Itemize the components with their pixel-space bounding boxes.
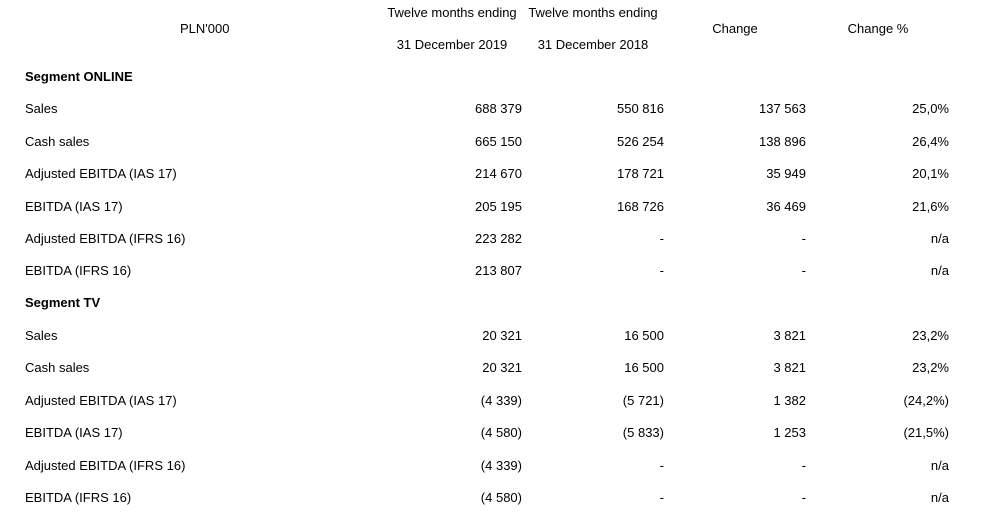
value-change-pct: 23,2% — [912, 360, 949, 375]
row-label: Adjusted EBITDA (IAS 17) — [25, 166, 177, 181]
value-2019: 20 321 — [482, 328, 522, 343]
value-change: 3 821 — [773, 360, 806, 375]
row-label: Adjusted EBITDA (IFRS 16) — [25, 458, 186, 473]
row-label: Sales — [25, 328, 58, 343]
value-change: 36 469 — [766, 199, 806, 214]
col-change-header: Change — [712, 21, 758, 36]
value-change-pct: 23,2% — [912, 328, 949, 343]
table-row — [0, 326, 1000, 346]
row-label: EBITDA (IAS 17) — [25, 199, 123, 214]
value-change-pct: n/a — [930, 458, 949, 473]
segment-title-row — [0, 67, 1000, 87]
row-label: EBITDA (IAS 17) — [25, 425, 123, 440]
col-change-pct-header: Change % — [847, 21, 909, 36]
value-2019: 214 670 — [475, 166, 522, 181]
value-2018: - — [659, 231, 664, 246]
value-2018: - — [659, 490, 664, 505]
value-change-pct: n/a — [930, 231, 949, 246]
row-label: EBITDA (IFRS 16) — [25, 263, 132, 278]
col-2018-header-line1: Twelve months ending — [528, 5, 658, 20]
row-label: Adjusted EBITDA (IFRS 16) — [25, 231, 186, 246]
value-2018: (5 721) — [622, 393, 664, 408]
value-change: 137 563 — [759, 101, 806, 116]
value-change-pct: 21,6% — [912, 199, 949, 214]
value-2018: 550 816 — [617, 101, 664, 116]
value-change: - — [801, 490, 806, 505]
value-change-pct: 26,4% — [912, 134, 949, 149]
value-2019: 20 321 — [482, 360, 522, 375]
value-change: 35 949 — [766, 166, 806, 181]
segment-title: Segment ONLINE — [25, 69, 133, 84]
value-2019: 213 807 — [475, 263, 522, 278]
value-change-pct: n/a — [930, 490, 949, 505]
value-change-pct: 25,0% — [912, 101, 949, 116]
table-row — [0, 391, 1000, 411]
row-label: Cash sales — [25, 360, 90, 375]
value-2019: 223 282 — [475, 231, 522, 246]
table-row — [0, 229, 1000, 249]
table-row — [0, 164, 1000, 184]
segment-title: Segment TV — [25, 295, 101, 310]
value-2018: - — [659, 458, 664, 473]
value-change: - — [801, 231, 806, 246]
row-label: Sales — [25, 101, 58, 116]
value-2019: 665 150 — [475, 134, 522, 149]
value-2018: 178 721 — [617, 166, 664, 181]
table-row — [0, 197, 1000, 217]
value-2018: (5 833) — [622, 425, 664, 440]
row-label: EBITDA (IFRS 16) — [25, 490, 132, 505]
value-2019: (4 580) — [480, 490, 522, 505]
value-2018: 168 726 — [617, 199, 664, 214]
row-label: Cash sales — [25, 134, 90, 149]
table-row — [0, 358, 1000, 378]
col-2019-header-line1: Twelve months ending — [387, 5, 517, 20]
value-2019: 205 195 — [475, 199, 522, 214]
table-row — [0, 488, 1000, 508]
value-change: 138 896 — [759, 134, 806, 149]
value-change: - — [801, 263, 806, 278]
value-2019: (4 339) — [480, 393, 522, 408]
table-row — [0, 456, 1000, 476]
value-2019: 688 379 — [475, 101, 522, 116]
value-change: 3 821 — [773, 328, 806, 343]
value-change-pct: 20,1% — [912, 166, 949, 181]
value-2018: - — [659, 263, 664, 278]
value-change-pct: (21,5%) — [903, 425, 949, 440]
value-change: 1 382 — [773, 393, 806, 408]
value-2018: 16 500 — [624, 328, 664, 343]
segment-title-row — [0, 293, 1000, 313]
value-2019: (4 580) — [480, 425, 522, 440]
table-row — [0, 261, 1000, 281]
value-change-pct: n/a — [930, 263, 949, 278]
value-change: 1 253 — [773, 425, 806, 440]
col-2019-header-line2: 31 December 2019 — [396, 37, 508, 52]
table-row — [0, 423, 1000, 443]
table-row — [0, 99, 1000, 119]
value-2019: (4 339) — [480, 458, 522, 473]
row-label: Adjusted EBITDA (IAS 17) — [25, 393, 177, 408]
table-row — [0, 132, 1000, 152]
col-2018-header-line2: 31 December 2018 — [537, 37, 649, 52]
value-change: - — [801, 458, 806, 473]
value-2018: 526 254 — [617, 134, 664, 149]
unit-header: PLN'000 — [180, 21, 230, 36]
value-change-pct: (24,2%) — [903, 393, 949, 408]
value-2018: 16 500 — [624, 360, 664, 375]
